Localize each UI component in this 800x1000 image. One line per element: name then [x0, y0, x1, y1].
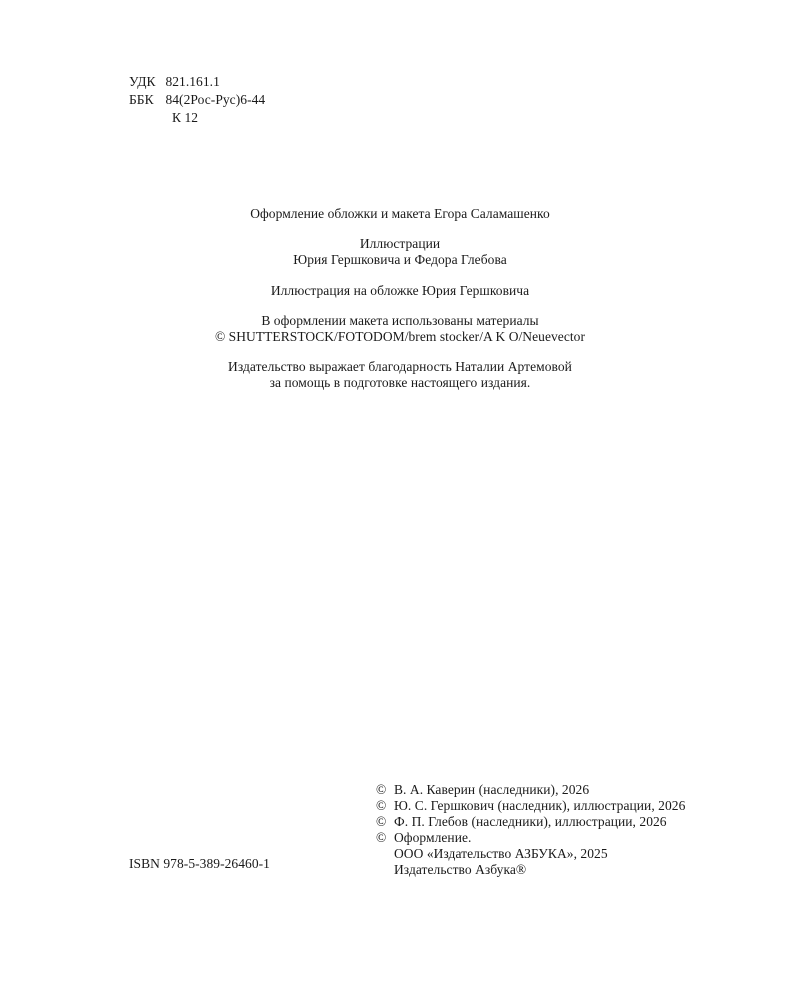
udk-line [129, 74, 220, 90]
copyright-entry [376, 814, 667, 830]
copyright-text: В. А. Каверин (наследники), 2026 [394, 782, 590, 797]
copyright-entry [376, 798, 685, 814]
copyright-symbol: © [376, 798, 387, 813]
materials-note: В оформлении макета использованы материалы [261, 313, 539, 328]
cover-illustration-credit: Иллюстрация на обложке Юрия Гершковича [270, 283, 530, 298]
cover-design-credit: Оформление обложки и макета Егора Саламашенко [250, 206, 550, 221]
bbk-value: 84(2Рос-Рус)6-44 [165, 92, 266, 107]
copyright-symbol: © [376, 814, 387, 829]
copyright-symbol: © [376, 782, 387, 797]
copyright-text: Оформление. [394, 830, 472, 845]
bbk-label: ББК [129, 92, 154, 107]
udk-label: УДК [129, 74, 156, 89]
illustrations-title: Иллюстрации [359, 236, 441, 251]
materials-source: © SHUTTERSTOCK/FOTODOM/brem stocker/A K O/Neuevector [214, 329, 586, 344]
bbk-line [129, 92, 265, 108]
copyright-entry [376, 782, 589, 798]
copyright-text: Ф. П. Глебов (наследники), иллюстрации, 2026 [394, 814, 667, 829]
udk-value: 821.161.1 [165, 74, 220, 89]
imprint-line: Издательство Азбука® [394, 862, 527, 877]
author-mark: К 12 [172, 110, 199, 125]
copyright-entry [376, 830, 471, 846]
illustrations-authors: Юрия Гершковича и Федора Глебова [293, 252, 507, 267]
copyright-text: Ю. С. Гершкович (наследник), иллюстрации, 2026 [394, 798, 686, 813]
thanks-line-2: за помощь в подготовке настоящего издания. [269, 375, 531, 390]
publisher-line: ООО «Издательство АЗБУКА», 2025 [394, 846, 608, 861]
isbn: ISBN 978-5-389-26460-1 [129, 856, 270, 871]
thanks-line-1: Издательство выражает благодарность Наталии Артемовой [228, 359, 572, 374]
copyright-symbol: © [376, 830, 387, 845]
